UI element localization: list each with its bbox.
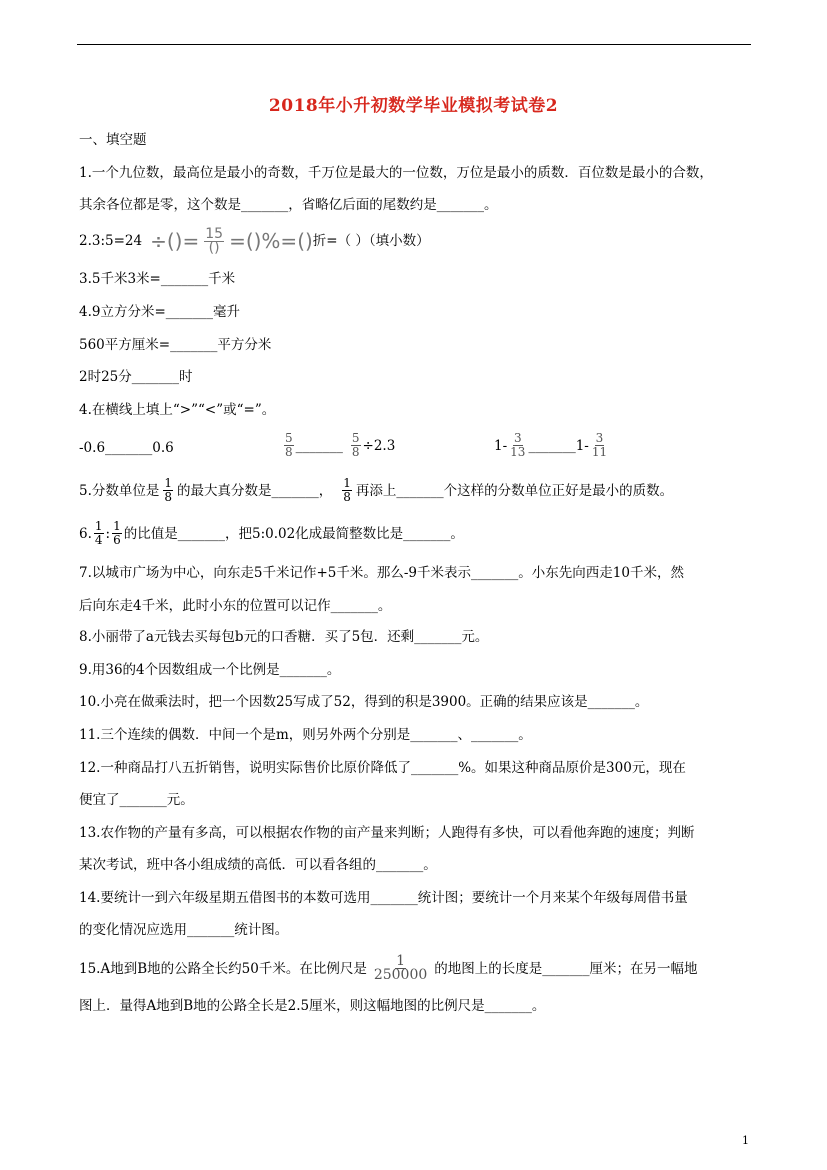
question-3: 3.5千米3米=_______千米 [79,271,236,287]
compare-item-2 [282,432,395,459]
denominator: 8 [164,490,173,504]
compare-item-2-blank: _______ [295,437,343,454]
question-4b: 560平方厘米=_______平方分米 [79,337,272,353]
denominator: 8 [351,445,360,459]
section-heading: 一、填空题 [79,132,147,148]
page-number: 1 [742,1134,749,1147]
denominator: 13 [510,445,526,459]
question-5-prefix: 5.分数单位是 [79,482,160,499]
denominator: 8 [343,490,351,504]
question-9: 9.用36的4个因数组成一个比例是_______。 [79,662,341,678]
question-15-prefix: 15.A地到B地的公路全长约50千米。在比例尺是 [79,960,367,977]
numerator: 1 [94,519,103,533]
compare-item-2-fraction-b [351,432,361,459]
question-2-suffix: 折=（ ）（填小数） [312,233,430,249]
question-8: 8.小丽带了a元钱去买每包b元的口香糖．买了5包．还剩_______元。 [79,629,489,645]
question-10: 10.小亮在做乘法时，把一个因数25写成了52，得到的积是3900。正确的结果应该是_______。 [79,694,649,710]
question-7-line-1: 7.以城市广场为中心，向东走5千米记作+5千米。那么-9千米表示_______。小东先向西走10千米，然 [79,565,684,581]
question-1-line-1: 1.一个九位数，最高位是最小的奇数，千万位是最大的一位数，万位是最小的质数．百位数是最小的合数， [79,165,713,181]
question-5-fraction-a [163,477,173,504]
numerator: 5 [351,431,360,445]
question-15-line-2: 图上．量得A地到B地的公路全长是2.5厘米，则这幅地图的比例尺是_______。 [79,998,546,1014]
question-2-formula-image [150,225,313,256]
question-4c: 2时25分_______时 [79,369,193,385]
denominator: 11 [591,445,608,459]
numerator: 1 [113,519,121,533]
formula-fraction-numerator: 15 [205,225,224,242]
question-6-fraction-a [94,520,104,547]
question-5-fraction-b [342,477,352,504]
formula-tail: =()%=() [229,229,313,253]
compare-item-1: -0.6_______0.6 [79,440,174,456]
denominator: 8 [285,445,293,459]
denominator: 6 [113,533,121,547]
question-2-prefix: 2.3:5=24 [79,233,143,249]
compare-item-2-fraction-a [284,432,294,459]
question-6-tail: 的比值是_______，把5:0.02化成最简整数比是_______。 [123,525,464,542]
question-5-middle: 的最大真分数是_______， [177,482,333,499]
compare-item-3-blank: _______1- [528,437,589,454]
question-14-line-1: 14.要统计一到六年级星期五借图书的本数可选用_______统计图；要统计一个月来某个年级每周借书量 [79,890,688,906]
question-4-intro: 4.在横线上填上“>”“<”或“=”。 [79,402,276,418]
question-6 [79,520,464,547]
numerator: 1 [396,953,406,969]
question-1-line-2: 其余各位都是零，这个数是_______，省略亿后面的尾数约是_______。 [79,197,498,213]
formula-fraction-denominator: () [208,239,220,256]
compare-item-3-fraction-a [509,432,526,459]
formula-div: ÷()= [150,229,200,253]
question-6-fraction-b [112,520,122,547]
numerator: 1 [164,476,173,490]
question-12-line-2: 便宜了_______元。 [79,792,194,808]
question-6-colon: : [105,525,111,542]
compare-item-3-fraction-b [591,432,608,459]
question-6-prefix: 6. [79,525,92,542]
numerator: 5 [285,431,293,445]
question-13-line-1: 13.农作物的产量有多高，可以根据农作物的亩产量来判断；人跑得有多快，可以看他奔跑的速度；判断 [79,825,695,841]
compare-item-2-tail: ÷2.3 [362,437,396,454]
denominator: 4 [94,533,103,547]
question-13-line-2: 某次考试，班中各小组成绩的高低．可以看各组的_______。 [79,857,437,873]
question-14-line-2: 的变化情况应选用_______统计图。 [79,922,289,938]
compare-item-3-prefix: 1- [494,437,508,454]
numerator: 1 [343,476,351,490]
denominator: 250000 [373,967,428,983]
formula-fraction [204,225,224,256]
question-11: 11.三个连续的偶数．中间一个是m，则另外两个分别是_______、_______。 [79,727,532,743]
question-15-middle: 的地图上的长度是_______厘米；在另一幅地 [434,960,698,977]
numerator: 3 [513,431,522,445]
numerator: 3 [595,431,604,445]
question-12-line-1: 12.一种商品打八五折销售，说明实际售价比原价降低了_______%。如果这种商品原价是300元，现在 [79,760,686,776]
question-2 [79,226,430,256]
question-5 [79,477,673,504]
compare-item-3 [494,432,610,459]
header-rule [77,44,751,45]
page-title: 2018年小升初数学毕业模拟考试卷2 [268,96,559,116]
question-15-line-1 [79,955,698,982]
scale-fraction [373,955,428,982]
question-7-line-2: 后向东走4千米，此时小东的位置可以记作_______。 [79,598,392,614]
question-4a: 4.9立方分米=_______毫升 [79,304,241,320]
question-5-tail: 再添上_______个这样的分数单位正好是最小的质数。 [355,482,674,499]
